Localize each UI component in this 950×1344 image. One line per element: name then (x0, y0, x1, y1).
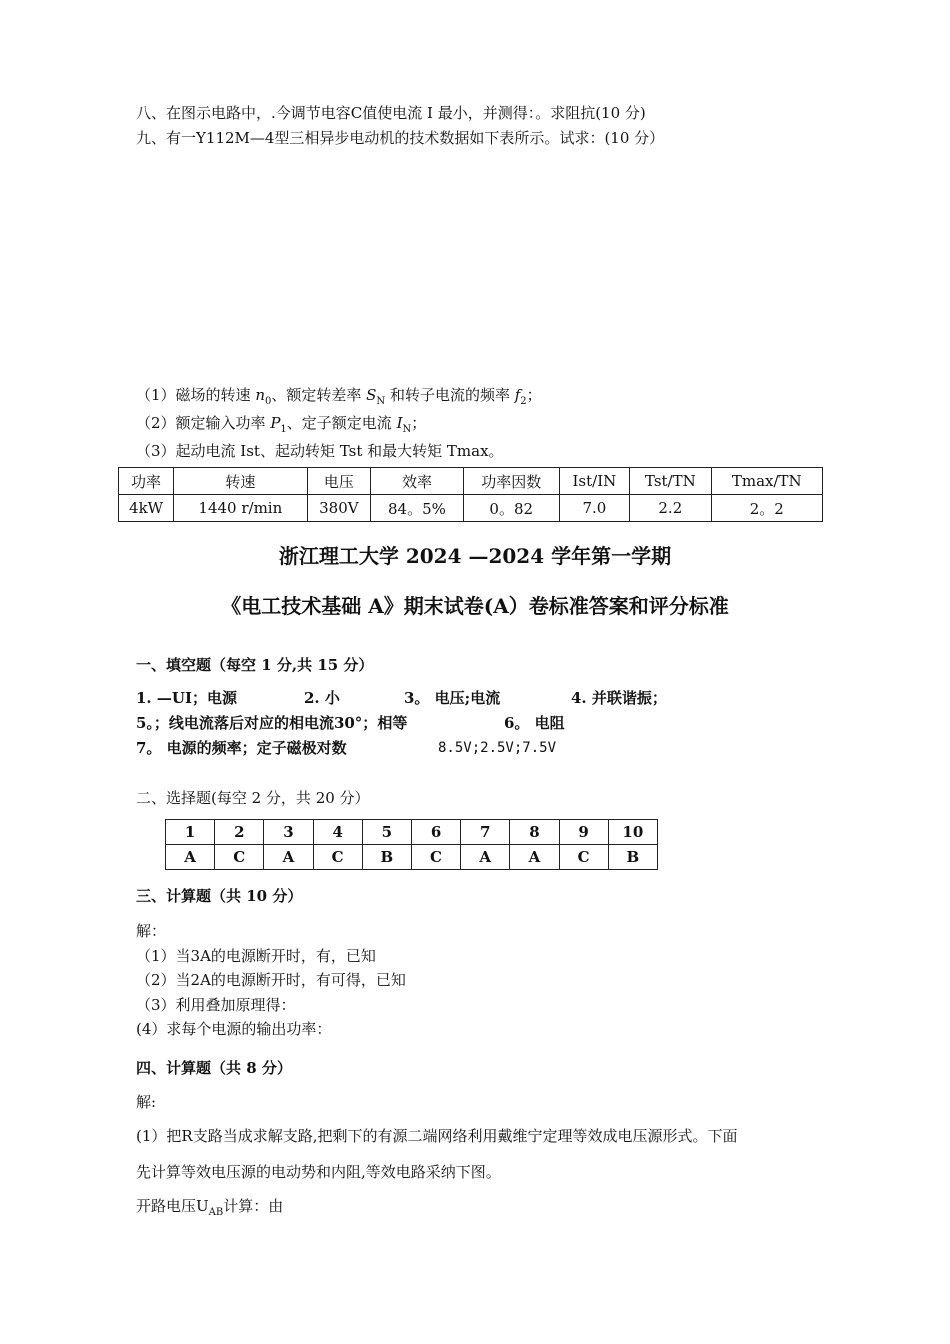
question-8: 八、在图示电路中，.今调节电容C值使电流 I 最小，并测得：。求阻抗(10 分) (136, 104, 646, 122)
table-header: 电压 (307, 468, 371, 495)
table-cell: 7.0 (559, 495, 629, 522)
table-cell: A (510, 845, 559, 870)
table-header: Tst/TN (630, 468, 711, 495)
table-cell: 380V (307, 495, 371, 522)
section-3-line: （3）利用叠加原理得： (136, 996, 296, 1014)
section-3-line: 解： (136, 922, 167, 940)
table-header: 1 (166, 820, 215, 845)
section-3-title: 三、计算题（共 10 分） (136, 887, 303, 905)
section-4-open-voltage: 开路电压$U_{AB}$计算：由 (136, 1197, 284, 1218)
fill-answer-5: 5。；线电流落后对应的相电流30°；相等 (136, 714, 408, 732)
table-cell: 1440 r/min (174, 495, 307, 522)
table-cell: A (264, 845, 313, 870)
table-cell: 2.2 (630, 495, 711, 522)
table-header: Ist/IN (559, 468, 629, 495)
table-cell: B (362, 845, 411, 870)
table-cell: 0。82 (463, 495, 559, 522)
fill-answer-8: 8.5V;2.5V;7.5V (438, 740, 557, 756)
title-university: 浙江理工大学 2024 —2024 学年第一学期 (278, 544, 672, 568)
table-header: 3 (264, 820, 313, 845)
fill-answer-4: 4. 并联谐振； (571, 689, 667, 707)
fill-answer-3: 3。 电压;电流 (404, 689, 501, 707)
table-cell: A (461, 845, 510, 870)
choice-answer-table (165, 819, 658, 870)
section-3-line: （1）当3A的电源断开时，有，已知 (136, 947, 376, 965)
section-3-line: (4）求每个电源的输出功率： (136, 1020, 332, 1038)
fill-answer-6: 6。 电阻 (504, 714, 565, 732)
question-9-part-1: （1）磁场的转速 $n_0$、额定转差率 $S_N$ 和转子电流的频率 $f_2$； (136, 386, 542, 407)
table-cell: C (313, 845, 362, 870)
table-header: 效率 (371, 468, 464, 495)
table-cell: 84。5% (371, 495, 464, 522)
section-4-title: 四、计算题（共 8 分） (136, 1059, 292, 1077)
table-header: 9 (559, 820, 608, 845)
section-4-line: (1）把R支路当成求解支路,把剩下的有源二端网络利用戴维宁定理等效成电压源形式。下面 (136, 1127, 738, 1145)
table-cell: A (166, 845, 215, 870)
table-row (166, 820, 658, 845)
table-header: 5 (362, 820, 411, 845)
table-header: 转速 (174, 468, 307, 495)
question-9-part-2: （2）额定输入功率 $P_1$、定子额定电流 $I_N$； (136, 414, 427, 435)
section-3-line: （2）当2A的电源断开时，有可得，已知 (136, 971, 406, 989)
fill-answer-7: 7。 电源的频率；定子磁极对数 (136, 739, 347, 757)
title-exam: 《电工技术基础 A》期末试卷(A）卷标准答案和评分标准 (221, 594, 729, 618)
table-header: 6 (411, 820, 460, 845)
fill-answer-2: 2. 小 (304, 689, 340, 707)
question-9-part-3: （3）起动电流 Ist、起动转矩 Tst 和最大转矩 Tmax。 (136, 442, 504, 460)
table-header: 8 (510, 820, 559, 845)
table-header: 10 (608, 820, 657, 845)
table-cell: C (411, 845, 460, 870)
section-4-line: 解: (136, 1093, 157, 1111)
table-header: 7 (461, 820, 510, 845)
table-cell: C (559, 845, 608, 870)
section-2-title: 二、选择题(每空 2 分，共 20 分） (136, 789, 370, 807)
table-header: Tmax/TN (711, 468, 822, 495)
fill-answer-1: 1. —UI；电源 (136, 689, 237, 707)
table-cell: C (215, 845, 264, 870)
table-cell: 2。2 (711, 495, 822, 522)
table-row (119, 468, 823, 495)
table-header: 功率 (119, 468, 174, 495)
table-header: 功率因数 (463, 468, 559, 495)
table-header: 4 (313, 820, 362, 845)
table-row (119, 495, 823, 522)
section-1-title: 一、填空题（每空 1 分,共 15 分） (136, 656, 374, 674)
section-4-line: 先计算等效电压源的电动势和内阻,等效电路采纳下图。 (136, 1163, 501, 1181)
table-header: 2 (215, 820, 264, 845)
motor-data-table (118, 467, 823, 522)
question-9: 九、有一Y112M—4型三相异步电动机的技术数据如下表所示。试求：(10 分） (136, 129, 665, 147)
table-row (166, 845, 658, 870)
table-cell: B (608, 845, 657, 870)
table-cell: 4kW (119, 495, 174, 522)
